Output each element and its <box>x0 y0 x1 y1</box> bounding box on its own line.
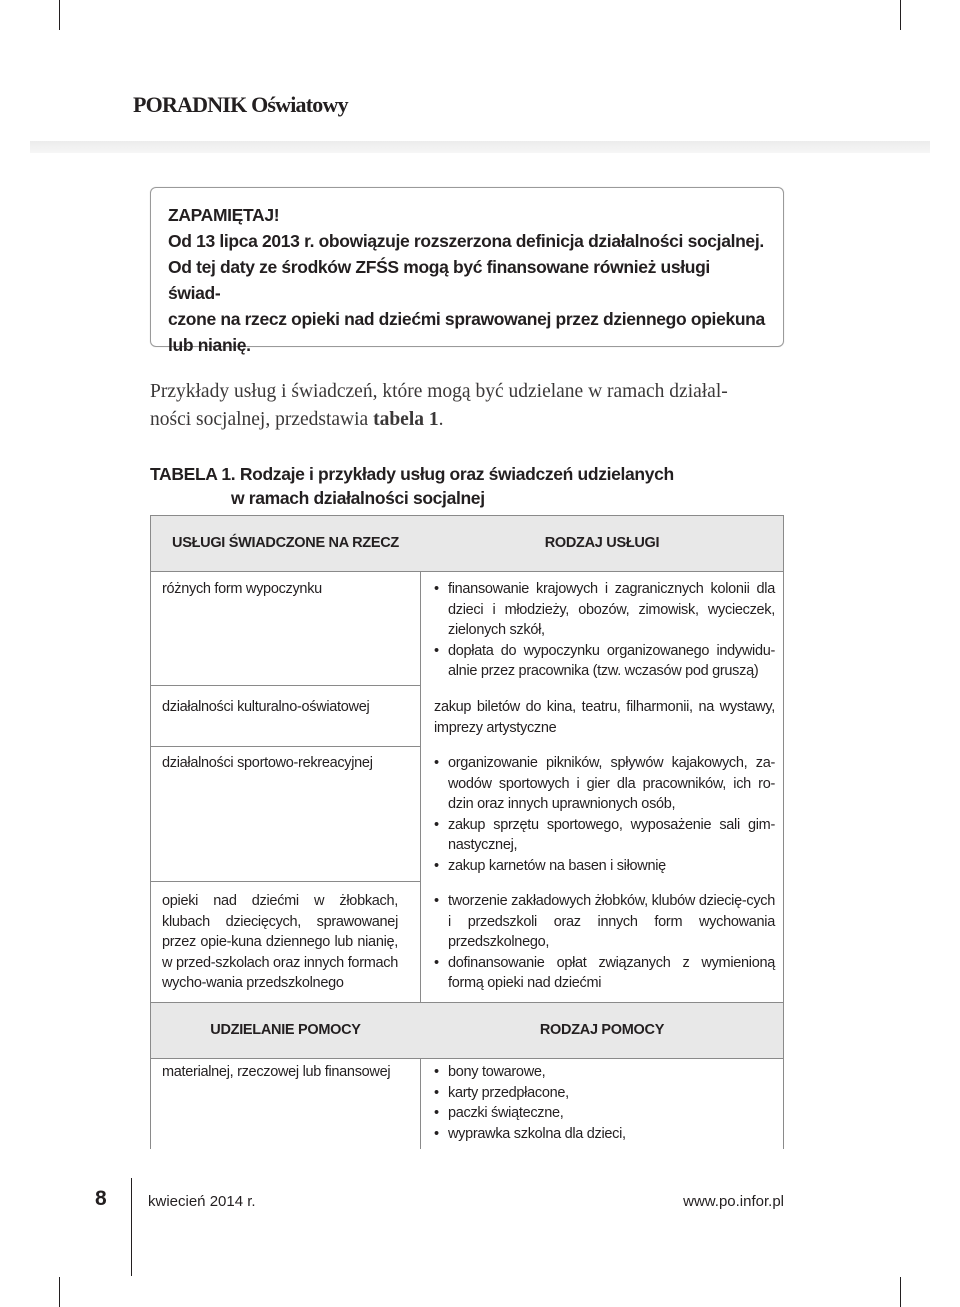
table-cell-service-list <box>434 579 775 682</box>
footer-divider <box>131 1178 132 1276</box>
table-caption-line-1: Rodzaje i przykłady usług oraz świadczeń udzielanych <box>239 464 674 484</box>
table-cell-category: różnych form wypoczynku <box>162 581 322 597</box>
page-header-title: PORADNIK Oświatowy <box>133 92 348 117</box>
column-header-service-type: RODZAJ USŁUGI <box>544 535 660 551</box>
list-item <box>434 1062 775 1083</box>
table-cell-category: działalności kulturalno-oświatowej <box>162 699 370 715</box>
bullet-icon: • <box>434 642 439 659</box>
bullet-icon: • <box>434 1105 439 1121</box>
list-item-text: finansowanie krajowych i zagranicznych kolonii dla dzieci i młodzieży, obozów, zimowisk, wycieczek, zielonych szkół, <box>448 581 775 638</box>
page-number: 8 <box>95 1187 107 1210</box>
callout-line: czone na rzecz opieki nad dziećmi sprawowanej przez dziennego opiekuna <box>168 309 765 329</box>
table-cell-service-list <box>434 891 775 994</box>
table-cell-category: działalności sportowo-rekreacyjnej <box>162 755 373 771</box>
callout-heading: ZAPAMIĘTAJ! <box>168 205 280 225</box>
website-url: www.po.infor.pl <box>683 1193 784 1210</box>
bullet-icon: • <box>434 1064 439 1080</box>
table-cell-category: materialnej, rzeczowej lub finansowej <box>162 1064 391 1080</box>
list-item <box>434 1103 775 1124</box>
header-divider <box>30 141 930 153</box>
intro-paragraph <box>150 378 790 434</box>
list-item-text: paczki świąteczne, <box>448 1105 564 1121</box>
row-separator <box>151 685 420 686</box>
list-item <box>434 1083 775 1104</box>
column-header-services: USŁUGI ŚWIADCZONE NA RZECZ <box>172 535 399 551</box>
crop-mark <box>59 0 60 30</box>
list-item-text: bony towarowe, <box>448 1064 546 1080</box>
list-item-text: zakup karnetów na basen i siłownię <box>448 857 666 874</box>
intro-line-1: Przykłady usług i świadczeń, które mogą być udzielane w ramach działal- <box>150 381 728 402</box>
list-item-text: organizowanie pikników, spływów kajakowych, za-wodów sportowych i gier dla pracowników, ich ro-dzin oraz innych uprawnionych osób, <box>448 755 775 812</box>
row-separator <box>151 881 420 882</box>
list-item <box>434 753 775 815</box>
crop-mark <box>59 1277 60 1307</box>
table-header-row <box>151 516 783 572</box>
bullet-icon: • <box>434 1125 439 1142</box>
table-cell-assistance-list <box>434 1062 775 1144</box>
list-item <box>434 641 775 682</box>
table-caption-label: TABELA 1. <box>150 464 236 484</box>
intro-line-2: ności socjalnej, przedstawia <box>150 409 374 430</box>
list-item-text: tworzenie zakładowych żłobków, klubów dziecię-cych i przedszkoli oraz innych form wychowania przedszkolnego, <box>448 893 775 950</box>
services-table <box>150 515 784 1149</box>
bullet-icon: • <box>434 857 439 874</box>
list-item <box>434 579 775 641</box>
list-item <box>434 856 775 877</box>
bullet-icon: • <box>434 755 439 771</box>
list-item-text: dofinansowanie opłat związanych z wymienioną formą opieki nad dziećmi <box>448 954 775 991</box>
column-header-assistance-type: RODZAJ POMOCY <box>539 1022 665 1038</box>
table-header-row <box>151 1002 783 1059</box>
table-caption <box>150 462 674 510</box>
callout-line: lub nianię. <box>168 335 251 355</box>
bullet-icon: • <box>434 954 439 971</box>
callout-line: Od tej daty ze środków ZFŚS mogą być finansowane również usługi świad- <box>168 257 710 303</box>
bullet-icon: • <box>434 1084 439 1101</box>
bullet-icon: • <box>434 816 439 833</box>
list-item <box>434 953 775 994</box>
remember-callout-box <box>150 187 784 355</box>
list-item-text: zakup sprzętu sportowego, wyposażenie sali gim-nastycznej, <box>448 816 775 853</box>
callout-line: Od 13 lipca 2013 r. obowiązuje rozszerzona definicja działalności socjalnej. <box>168 231 764 251</box>
issue-date: kwiecień 2014 r. <box>148 1193 256 1210</box>
table-caption-line-2: w ramach działalności socjalnej <box>231 488 485 508</box>
intro-end: . <box>438 409 444 430</box>
list-item <box>434 815 775 856</box>
list-item-text: karty przedpłacone, <box>448 1084 569 1101</box>
table-cell-category: opieki nad dziećmi w żłobkach, klubach dziecięcych, sprawowanej przez opie-kuna dziennego lub nianię, w przed-szkolach oraz innych formach wycho-wania przedszkolnego <box>162 893 398 991</box>
table-cell-service-text: zakup biletów do kina, teatru, filharmonii, na wystawy, imprezy artystyczne <box>434 699 775 736</box>
crop-mark <box>900 1277 901 1307</box>
list-item-text: dopłata do wypoczynku organizowanego indywidu-alnie przez pracownika (tzw. wczasów pod gruszą) <box>448 642 775 679</box>
bullet-icon: • <box>434 893 439 909</box>
column-header-assistance: UDZIELANIE POMOCY <box>210 1022 361 1038</box>
list-item-text: wyprawka szkolna dla dzieci, <box>448 1125 626 1142</box>
row-separator <box>151 746 420 747</box>
table-cell-service-list <box>434 753 775 876</box>
list-item <box>434 891 775 953</box>
crop-mark <box>900 0 901 30</box>
table-reference: tabela 1 <box>373 409 439 430</box>
list-item <box>434 1124 775 1145</box>
bullet-icon: • <box>434 581 439 597</box>
